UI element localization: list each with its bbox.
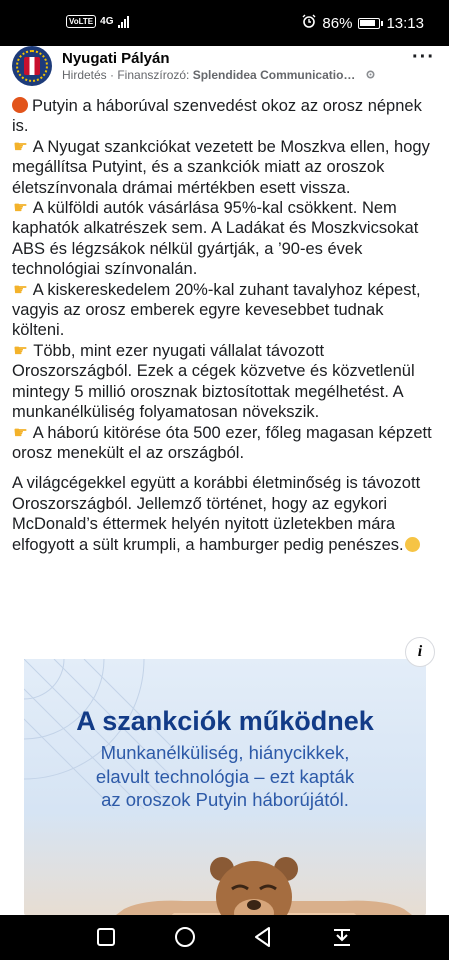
- battery-percentage: 86%: [322, 14, 353, 32]
- pointing-hand-icon: ☛: [13, 341, 28, 360]
- status-bar: [0, 0, 449, 46]
- page-name[interactable]: Nyugati Pályán: [62, 50, 170, 67]
- pointing-hand-icon: ☛: [13, 280, 28, 299]
- post-text: [12, 96, 440, 555]
- sponsor-name[interactable]: Splendidea Communicatio…: [192, 68, 356, 82]
- paragraph-3: ☛ A kiskereskedelem 20%-kal zuhant tavalyhoz képest, vagyis az orosz emberek egyre kevesebbet tudnak költeni.: [12, 280, 421, 340]
- ad-subtitle: [24, 741, 426, 812]
- home-button[interactable]: [173, 925, 197, 949]
- clock: 13:13: [386, 14, 424, 32]
- post-header: [0, 46, 449, 88]
- network-type: 4G: [100, 16, 114, 27]
- ad-subtitle-line: az oroszok Putyin háborújától.: [101, 789, 349, 810]
- alarm-clock-icon: [302, 14, 316, 32]
- ad-info-button[interactable]: i: [405, 637, 435, 667]
- bear-illustration: [204, 849, 304, 915]
- paragraph-5: ☛ A háború kitörése óta 500 ezer, főleg magasan képzett orosz menekült el az országból.: [12, 423, 432, 462]
- pointing-hand-icon: ☛: [13, 423, 28, 442]
- flushed-face-icon: [405, 537, 420, 552]
- ad-image[interactable]: [0, 637, 449, 915]
- ad-subtitle-line: elavult technológia – ezt kapták: [95, 765, 355, 787]
- navigation-bar: [0, 915, 449, 960]
- sponsor-line: [62, 68, 392, 83]
- angry-face-icon: [12, 97, 28, 113]
- ad-subtitle-line: Munkanélküliség, hiánycikkek,: [100, 742, 350, 763]
- back-button[interactable]: [251, 925, 275, 949]
- pointing-hand-icon: ☛: [13, 137, 28, 156]
- recent-apps-button[interactable]: [94, 925, 118, 949]
- volte-badge: VoLTE: [66, 15, 96, 28]
- gear-icon[interactable]: [365, 69, 376, 83]
- paragraph-1: ☛ A Nyugat szankciókat vezetett be Moszkva ellen, hogy megállítsa Putyint, és a szankciók miatt az oroszok életszínvonala drámai mértékben esett vissza.: [12, 137, 430, 197]
- system-indicators: [302, 14, 424, 32]
- paragraph-4: ☛ Több, mint ezer nyugati vállalat távozott Oroszországból. Ezek a cégek közvetve és közvetlenül mintegy 5 millió orosznak biztosítottak megélhetést. A munkanélküliség folyamatosan növekszik.: [12, 341, 415, 422]
- ad-label: Hirdetés: [62, 68, 107, 82]
- paragraph-2: ☛ A külföldi autók vásárlása 95%-kal csökkent. Nem kaphatók alkatrészek sem. A Ladákat és Moszkvicsokat ABS és légzsákok nélkül gyártják, a ’90-es évek technológiai színvonalán.: [12, 199, 419, 279]
- network-indicators: [66, 15, 129, 28]
- signal-strength-icon: [118, 16, 129, 28]
- pointing-hand-icon: ☛: [13, 199, 28, 218]
- ad-title: A szankciók működnek: [76, 706, 374, 736]
- notification-shade-button[interactable]: [330, 925, 354, 949]
- battery-icon: [358, 18, 380, 29]
- closing-paragraph: A világcégekkel együtt a korábbi életminőség is távozott Oroszországból. Jellemző történet, hogy az egykori McDonald’s éttermek helyén nyitott üzletekben mára elfogyott a sült krumpli, a hamburger pedig penészes.: [12, 474, 421, 554]
- more-options-button[interactable]: ···: [412, 46, 435, 68]
- sponsor-prefix: · Finanszírozó:: [106, 68, 193, 82]
- paragraph-0: Putyin a háborúval szenvedést okoz az orosz népnek is.: [12, 97, 422, 136]
- page-avatar[interactable]: [12, 46, 52, 86]
